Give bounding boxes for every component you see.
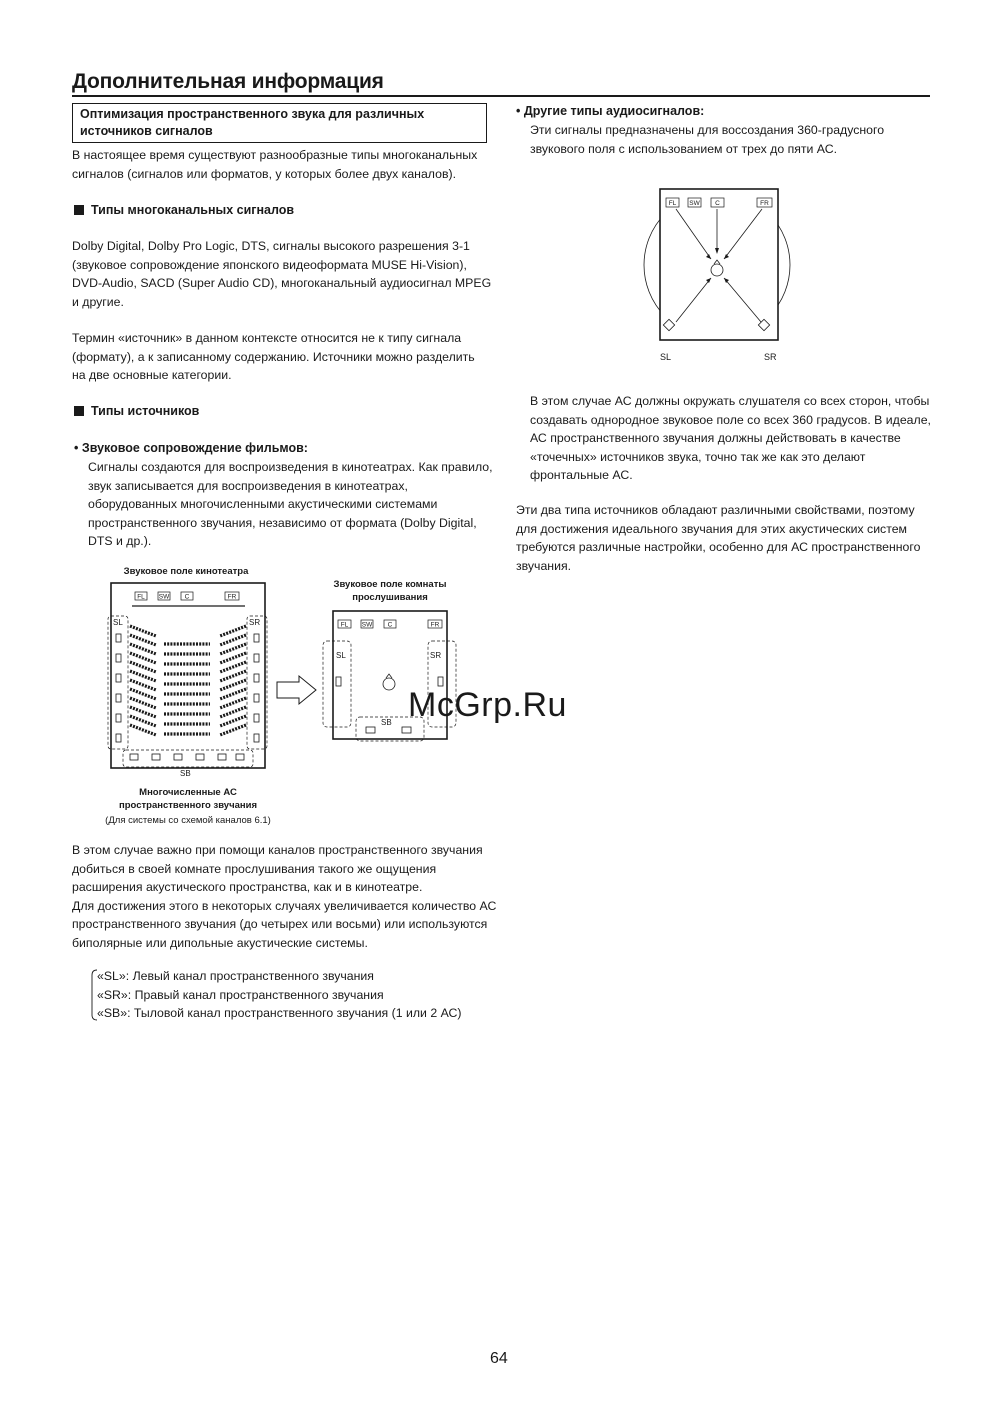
text-line: Эти сигналы предназначены для воссоздания 360-градусного [530,123,885,137]
bullet-movies-text [88,458,493,551]
text-line: сигналов (сигналов или форматов, у которых более двух каналов). [72,166,456,181]
legend-text: Тыловой канал пространственного звучания (1 или 2 АС) [133,1006,462,1021]
text-line: оборудованных многочисленными акустическими системами [88,497,438,512]
title-divider [72,95,930,97]
text-line: DTS и др.). [88,534,152,549]
multichannel-paragraph [72,237,491,311]
label-sl: SL [660,352,672,362]
section-title-box [72,103,487,143]
room-label-sb: SB [381,718,392,727]
label-fr: FR [227,593,237,601]
room-title-line: Звуковое поле комнаты [333,579,447,590]
text-line: звук записывается для воспроизведения в кинотеатрах, [88,478,408,493]
sb-group [123,750,253,767]
legend-text: Правый канал пространственного звучания [134,987,384,1002]
text-line: звукового поля с использованием от трех до пяти АС. [530,141,838,156]
cinema-caption [100,786,276,812]
label-sb: SB [180,769,191,778]
intro-paragraph [72,146,477,183]
bullet-movies-title [74,441,308,455]
page-number: 64 [490,1350,508,1367]
after-360-paragraph [530,392,931,485]
room-label-fl: FL [340,621,349,629]
bullet-title-text: Звуковое сопровождение фильмов: [81,441,308,455]
legend-row [97,986,461,1005]
room-label-c: C [387,621,393,629]
text-line: создавать однородное звуковое поле со всех 360 градусов. В идеале, [530,412,931,427]
page-title: Дополнительная информация [72,70,384,93]
text-line: на две основные категории. [72,368,232,383]
room-label-sl: SL [336,651,346,660]
cinema-figure-title: Звуковое поле кинотеатра [123,566,249,577]
label-sr: SR [764,352,777,362]
room-label-sr: SR [430,651,442,660]
text-line: фронтальные АС. [530,468,633,483]
bullet-title-text: Другие типы аудиосигналов: [523,104,705,118]
text-line: Dolby Digital, Dolby Pro Logic, DTS, сигналы высокого разрешения 3-1 [72,239,470,253]
text-line: В настоящее время существуют разнообразные типы многоканальных [72,148,478,162]
label-sw: SW [689,200,700,207]
label-sl: SL [113,618,123,627]
closing-paragraph [516,501,920,575]
cinema-caption-note: (Для системы со схемой каналов 6.1) [105,815,271,826]
label-fl: FL [668,200,677,207]
text-line: добиться в своей комнате прослушивания такого же ощущения [72,861,437,876]
square-bullet-icon [74,205,84,215]
label-fr: FR [760,200,769,207]
text-line: В этом случае АС должны окружать слушателя со всех сторон, чтобы [530,394,930,408]
surround-360-diagram [640,186,800,366]
arrow-right-icon [277,676,316,704]
room-label-fr: FR [430,621,440,629]
heading-text: Типы многоканальных сигналов [91,203,295,217]
text-line: Для достижения этого в некоторых случаях увеличивается количество АС [72,898,497,913]
label-sw: SW [158,593,170,601]
heading-sources [74,404,199,418]
label-sr: SR [249,618,261,627]
room-title-line: прослушивания [352,592,428,603]
legend-key: «SL»: [97,969,130,983]
text-line: Термин «источник» в данном контексте относится не к типу сигнала [72,331,462,345]
room-label-sw: SW [361,621,373,629]
watermark: McGrp.Ru [408,686,567,724]
text-line: пространственного звучания, независимо от формата (Dolby Digital, [88,515,477,530]
bullet-other-title [516,104,704,118]
heading-multichannel [74,203,294,217]
text-line: пространственного звучания (до четырех или восьми) или используются [72,917,488,932]
text-line: звучания. [516,558,572,573]
legend-text: Левый канал пространственного звучания [132,969,374,983]
legend-key: «SB»: [97,1006,131,1021]
section-title-line-2: источников сигналов [80,124,213,138]
text-line: Сигналы создаются для воспроизведения в кинотеатрах. Как правило, [88,460,493,474]
text-line: АС пространственного звучания должны действовать в качестве [530,431,901,446]
bullet-dot-icon: • [516,104,524,118]
cinema-diagram [100,578,460,778]
source-term-paragraph [72,329,475,385]
text-line: требуются различные настройки, особенно для АС пространственного [516,540,921,555]
text-line: для достижения идеального звучания для этих акустических систем [516,521,907,536]
legend-row [97,1004,461,1023]
caption-line: пространственного звучания [119,800,257,811]
caption-line: Многочисленные АС [139,787,237,798]
bullet-other-text [530,121,884,158]
text-line: расширения акустического пространства, как и в кинотеатре. [72,880,423,895]
text-line: DVD-Audio, SACD (Super Audio CD), многоканальный аудиосигнал MPEG [72,276,492,291]
after-figure-paragraph [72,841,496,953]
text-line: биполярные или дипольные акустические системы. [72,935,368,950]
text-line: и другие. [72,294,124,309]
listener-icon [383,674,395,690]
text-line: (звуковое сопровождение японского видеоформата MUSE Hi-Vision), [72,257,467,272]
text-line: Эти два типа источников обладают различными свойствами, поэтому [516,503,915,517]
text-line: (формату), а к записанному содержанию. Источники можно разделить [72,349,475,364]
legend-row [97,967,461,986]
heading-text: Типы источников [91,404,200,418]
channel-legend [97,967,461,1023]
section-title-line-1: Оптимизация пространственного звука для различных [80,107,425,121]
text-line: В этом случае важно при помощи каналов пространственного звучания [72,843,483,857]
label-fl: FL [137,593,145,601]
legend-key: «SR»: [97,987,132,1002]
text-line: «точечных» источников звука, точно так же как это делают [530,449,866,464]
square-bullet-icon [74,406,84,416]
label-c: C [184,593,190,601]
bullet-dot-icon: • [74,441,82,455]
label-c: C [715,200,720,207]
